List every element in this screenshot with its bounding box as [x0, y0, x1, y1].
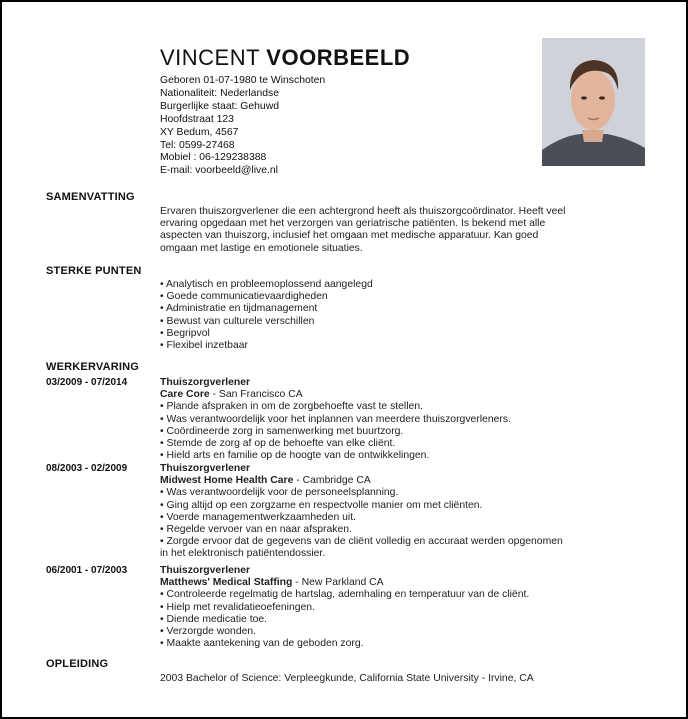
- list-item: • Goede communicatievaardigheden: [160, 291, 328, 303]
- job-title: Thuiszorgverlener: [160, 377, 251, 388]
- list-item: • Flexibel inzetbaar: [160, 340, 248, 352]
- job-entry: [160, 377, 511, 462]
- list-item: • Ging altijd op een zorgzame en respectvolle manier om met cliënten.: [160, 499, 483, 511]
- summary-line: Ervaren thuiszorgverlener die een achtergrond heeft als thuiszorgcoördinator. Heeft veel: [160, 206, 566, 217]
- job-entry: [160, 463, 563, 561]
- first-name: VINCENT: [160, 45, 260, 70]
- portrait-image: [542, 38, 645, 166]
- contact-line: XY Bedum, 4567: [160, 126, 239, 138]
- job-entry: [160, 565, 529, 650]
- list-item: • Zorgde ervoor dat de gegevens van de cliënt volledig en accuraat werden opgenomen: [160, 536, 563, 548]
- list-item: • Hield arts en familie op de hoogte van de ontwikkelingen.: [160, 450, 430, 462]
- section-title-education: OPLEIDING: [46, 658, 109, 670]
- job-title: Thuiszorgverlener: [160, 565, 251, 576]
- contact-line: Geboren 01-07-1980 te Winschoten: [160, 75, 326, 86]
- list-item: • Hielp met revalidatieoefeningen.: [160, 601, 315, 613]
- list-item: • Was verantwoordelijk voor de personeelsplanning.: [160, 487, 399, 499]
- job-date: 06/2001 - 07/2003: [46, 565, 128, 576]
- list-item: • Bewust van culturele verschillen: [160, 315, 315, 327]
- list-item-continuation: in het elektronisch patiëntendossier.: [160, 548, 326, 560]
- contact-line: Mobiel : 06-129238388: [160, 152, 267, 164]
- job-title: Thuiszorgverlener: [160, 463, 251, 474]
- job-date: 08/2003 - 02/2009: [46, 463, 128, 474]
- list-item: • Coördineerde zorg in samenwerking met buurtzorg.: [160, 425, 404, 437]
- job-employer: [160, 389, 511, 401]
- summary-text: [160, 206, 565, 255]
- summary-line: ervaring opgedaan met het verzorgen van geriatrische patiënten. Is bekend met alle: [160, 218, 546, 230]
- section-title-strengths: STERKE PUNTEN: [46, 265, 142, 277]
- company-name: Care Core: [160, 389, 210, 401]
- list-item: • Diende medicatie toe.: [160, 613, 268, 625]
- company-location: - Cambridge CA: [293, 475, 371, 487]
- list-item: • Analytisch en probleemoplossend aangelegd: [160, 279, 373, 290]
- contact-line: Tel: 0599-27468: [160, 139, 235, 151]
- list-item: • Was verantwoordelijk voor het inplannen van meerdere thuiszorgverleners.: [160, 413, 511, 425]
- section-title-experience: WERKERVARING: [46, 361, 140, 373]
- company-location: - San Francisco CA: [209, 389, 303, 401]
- contact-line: Nationaliteit: Nederlandse: [160, 87, 279, 99]
- list-item: • Voerde managementwerkzaamheden uit.: [160, 511, 356, 523]
- contact-line: E-mail: voorbeeld@live.nl: [160, 165, 278, 177]
- list-item: • Maakte aantekening van de geboden zorg.: [160, 638, 364, 650]
- last-name: VOORBEELD: [266, 45, 411, 70]
- list-item: • Begripvol: [160, 327, 210, 339]
- company-name: Matthews' Medical Staffing: [160, 577, 293, 589]
- contact-line: Burgerlijke staat: Gehuwd: [160, 100, 279, 112]
- list-item: • Administratie en tijdmanagement: [160, 303, 318, 315]
- list-item: • Verzorgde wonden.: [160, 626, 257, 638]
- company-name: Midwest Home Health Care: [160, 475, 294, 487]
- job-employer: [160, 475, 563, 487]
- candidate-name: [160, 45, 410, 71]
- strengths-list: [160, 279, 373, 352]
- profile-photo: [542, 38, 645, 166]
- company-location: - New Parkland CA: [292, 577, 384, 589]
- section-title-summary: SAMENVATTING: [46, 191, 135, 203]
- education-entry: 2003 Bachelor of Science: Verpleegkunde, California State University - Irvine, CA: [160, 673, 534, 684]
- list-item: • Stemde de zorg af op de behoefte van elke cliënt.: [160, 438, 396, 450]
- job-employer: [160, 577, 529, 589]
- job-date: 03/2009 - 07/2014: [46, 377, 128, 388]
- contact-details: [160, 75, 325, 178]
- list-item: • Plande afspraken in om de zorgbehoefte vast te stellen.: [160, 401, 423, 413]
- contact-line: Hoofdstraat 123: [160, 113, 234, 125]
- list-item: • Controleerde regelmatig de hartslag, ademhaling en temperatuur van de cliënt.: [160, 589, 530, 601]
- summary-line: omgaan met lastige en emotionele situaties.: [160, 242, 363, 254]
- list-item: • Regelde vervoer van en naar afspraken.: [160, 524, 352, 536]
- summary-line: aspecten van thuiszorg, inclusief het omgaan met medische apparatuur. Kan goed: [160, 230, 539, 242]
